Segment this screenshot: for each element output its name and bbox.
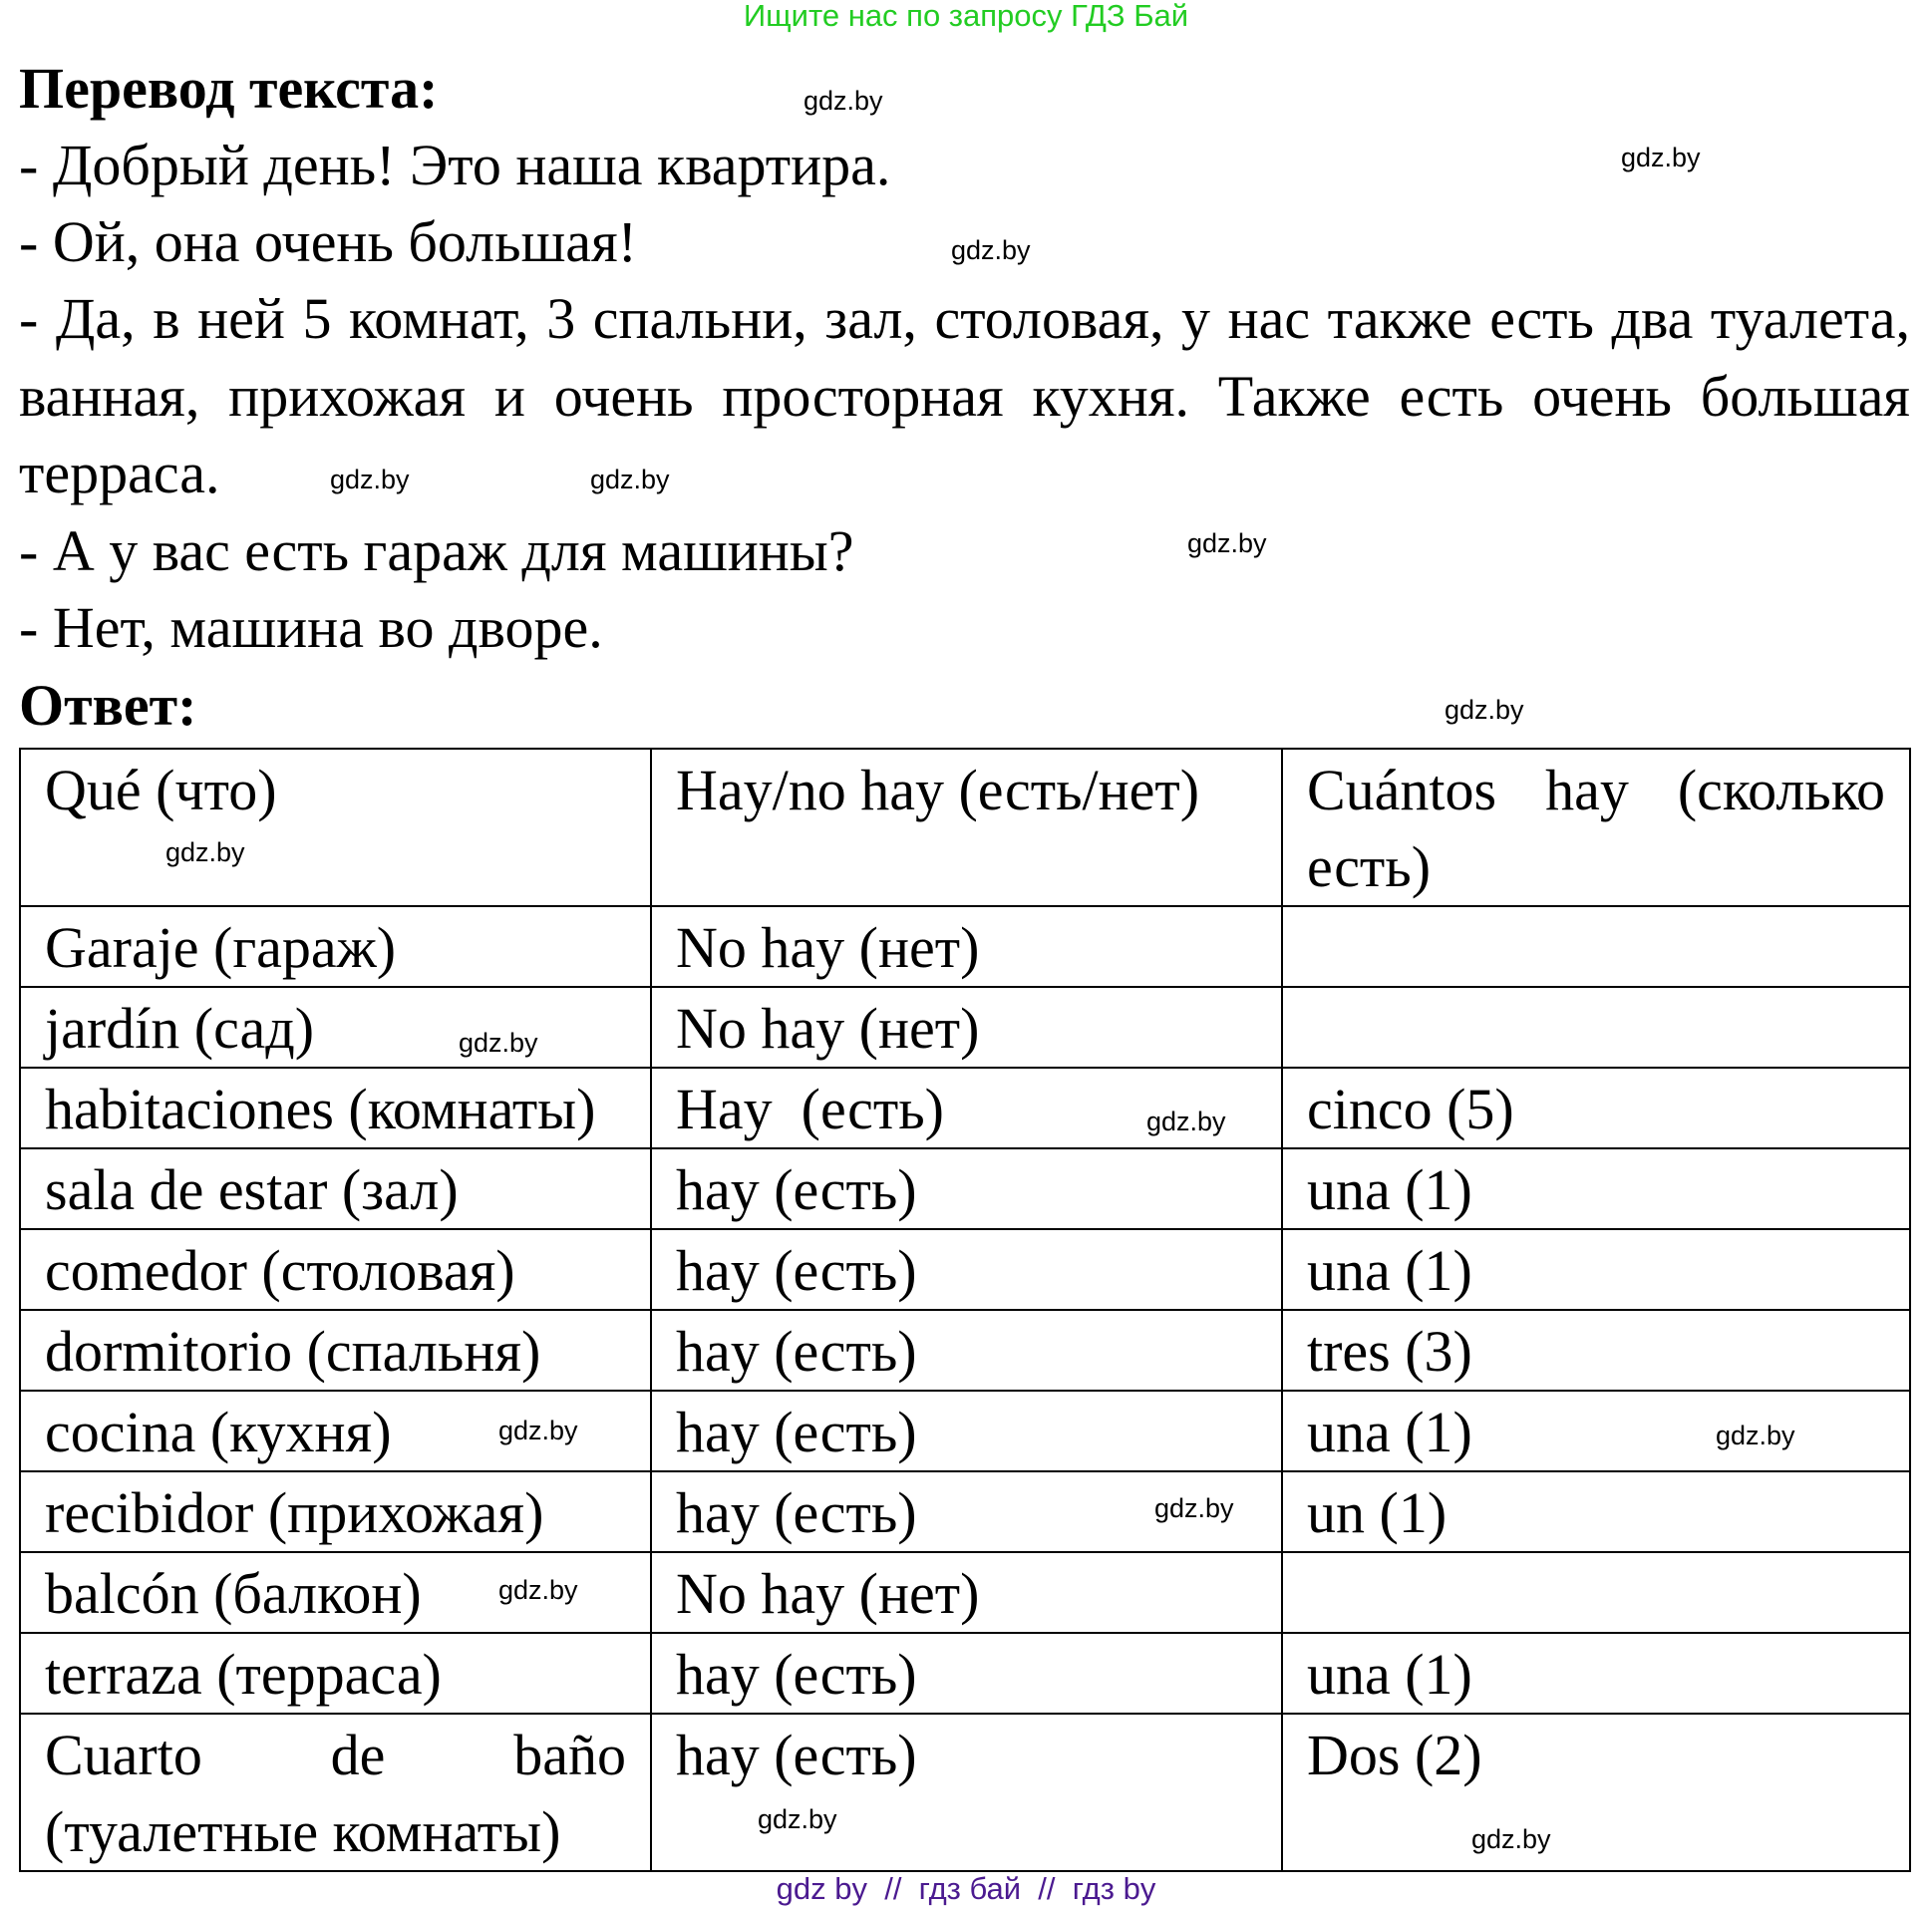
header-cell <box>651 749 1282 906</box>
table-cell <box>651 1633 1282 1714</box>
table-cell <box>651 906 1282 987</box>
cell-text: habitaciones (комнаты) <box>45 1077 596 1141</box>
table-cell <box>1282 1633 1910 1714</box>
header-text: Hay/no hay (есть/нет) <box>676 758 1200 822</box>
translation-heading: Перевод текста: <box>19 56 439 121</box>
watermark: gdz.by <box>498 1575 578 1605</box>
cell-text: No hay (нет) <box>676 996 980 1061</box>
watermark: gdz.by <box>459 1028 538 1058</box>
cell-text: Dos (2) <box>1307 1723 1482 1787</box>
cell-text: dormitorio (спальня) <box>45 1319 541 1384</box>
cell-text: hay (есть) <box>676 1480 917 1545</box>
table-row <box>20 1310 1910 1391</box>
cell-text: hay (есть) <box>676 1238 917 1303</box>
cell-text: No hay (нет) <box>676 915 980 980</box>
table-cell <box>651 1714 1282 1871</box>
translation-line: ванная, прихожая и очень просторная кухня. Также есть очень большая <box>19 364 1910 429</box>
cell-text: una (1) <box>1307 1157 1472 1222</box>
watermark: gdz.by <box>1471 1824 1551 1854</box>
watermark: gdz.by <box>1154 1493 1234 1523</box>
answer-heading: Ответ: <box>19 673 197 738</box>
cell-text: Garaje (гараж) <box>45 915 397 980</box>
table-cell <box>20 1229 651 1310</box>
table-cell: Cuarto de baño (туалетные комнаты) <box>20 1714 651 1871</box>
table-cell <box>20 1471 651 1552</box>
watermark: gdz.by <box>165 837 245 867</box>
table-cell <box>20 1068 651 1148</box>
cell-text: Hay (есть) <box>676 1077 944 1141</box>
translation-line: - Добрый день! Это наша квартира. <box>19 133 891 197</box>
table-cell <box>651 987 1282 1068</box>
table-cell <box>651 1552 1282 1633</box>
table-cell <box>1282 1229 1910 1310</box>
table-row <box>20 906 1910 987</box>
table-row <box>20 1471 1910 1552</box>
watermark: gdz.by <box>804 86 883 116</box>
cell-text: una (1) <box>1307 1400 1472 1464</box>
watermark: gdz.by <box>1716 1421 1795 1450</box>
translation-line: - Нет, машина во дворе. <box>19 595 603 660</box>
watermark: gdz.by <box>1445 695 1524 725</box>
table-row <box>20 1633 1910 1714</box>
cell-text: sala de estar (зал) <box>45 1157 459 1222</box>
table-cell <box>1282 1310 1910 1391</box>
table-cell <box>20 1633 651 1714</box>
search-banner: Ищите нас по запросу ГДЗ Бай <box>743 0 1189 33</box>
table-cell <box>1282 1391 1910 1471</box>
translation-line: - А у вас есть гараж для машины? <box>19 518 854 583</box>
answer-table <box>19 748 1911 1872</box>
cell-text: balcón (балкон) <box>45 1561 422 1626</box>
table-cell <box>20 1310 651 1391</box>
cell-text: terraza (терраса) <box>45 1642 442 1707</box>
cell-text: hay (есть) <box>676 1319 917 1384</box>
cell-text: hay (есть) <box>676 1400 917 1464</box>
watermark: gdz.by <box>330 465 410 494</box>
table-cell <box>651 1148 1282 1229</box>
watermark: gdz.by <box>1146 1107 1226 1136</box>
table-cell <box>1282 1552 1910 1633</box>
cell-text: jardín (сад) <box>45 996 315 1061</box>
watermark: gdz.by <box>1621 143 1701 172</box>
table-row <box>20 1391 1910 1471</box>
cell-text: hay (есть) <box>676 1642 917 1707</box>
cell-text: una (1) <box>1307 1642 1472 1707</box>
table-row <box>20 1714 1910 1871</box>
table-cell <box>651 1229 1282 1310</box>
cell-text: hay (есть) <box>676 1157 917 1222</box>
cell-text: un (1) <box>1307 1480 1448 1545</box>
translation-line: - Ой, она очень большая! <box>19 209 637 274</box>
cell-text: comedor (столовая) <box>45 1238 515 1303</box>
table-row <box>20 1229 1910 1310</box>
cell-text: una (1) <box>1307 1238 1472 1303</box>
table-cell <box>1282 1148 1910 1229</box>
table-cell <box>651 1310 1282 1391</box>
table-row <box>20 1068 1910 1148</box>
table-cell <box>1282 987 1910 1068</box>
watermark: gdz.by <box>951 235 1031 265</box>
table-cell <box>1282 1471 1910 1552</box>
header-cell <box>20 749 651 906</box>
watermark: gdz.by <box>590 465 670 494</box>
table-cell <box>20 1148 651 1229</box>
watermark: gdz.by <box>1187 528 1267 558</box>
cell-text: hay (есть) <box>676 1723 917 1787</box>
cell-text: cinco (5) <box>1307 1077 1514 1141</box>
table-cell <box>1282 1068 1910 1148</box>
footer-links: gdz by // гдз бай // гдз by <box>776 1871 1156 1906</box>
watermark: gdz.by <box>758 1804 837 1834</box>
translation-line: - Да, в ней 5 комнат, 3 спальни, зал, столовая, у нас также есть два туалета, <box>19 286 1910 351</box>
header-text: Qué (что) <box>45 758 277 822</box>
table-cell <box>1282 906 1910 987</box>
translation-line: терраса. <box>19 441 220 505</box>
cell-text: cocina (кухня) <box>45 1400 392 1464</box>
cell-text: recibidor (прихожая) <box>45 1480 544 1545</box>
table-cell <box>20 987 651 1068</box>
table-header-row <box>20 749 1910 906</box>
table-cell <box>1282 1714 1910 1871</box>
table-row <box>20 1148 1910 1229</box>
table-row <box>20 987 1910 1068</box>
table-row <box>20 1552 1910 1633</box>
table-cell <box>651 1391 1282 1471</box>
cell-text: No hay (нет) <box>676 1561 980 1626</box>
header-cell: Cuántos hay (сколько есть) <box>1282 749 1910 906</box>
cell-text: tres (3) <box>1307 1319 1472 1384</box>
watermark: gdz.by <box>498 1416 578 1445</box>
table-cell <box>20 906 651 987</box>
